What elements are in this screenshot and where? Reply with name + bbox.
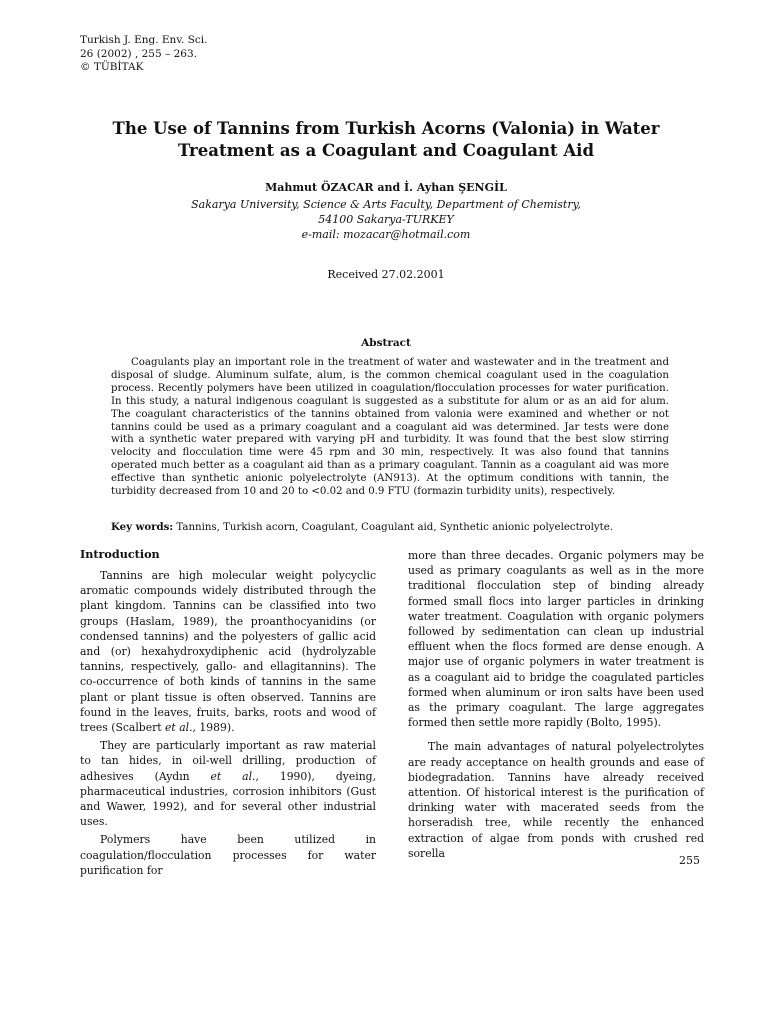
intro-paragraph-2 — [80, 738, 376, 829]
page-number: 255 — [679, 854, 700, 867]
affiliation-line-2: 54100 Sakarya-TURKEY — [318, 213, 454, 226]
received-date: Received 27.02.2001 — [327, 268, 445, 281]
journal-volume: 26 (2002) , 255 – 263. — [80, 47, 197, 60]
journal-citation — [80, 34, 207, 75]
intro-p2-end: , 1990), dyeing, pharmaceutical industries, corrosion inhibitors (Gust and Wawer, 1992), and for several other industrial uses. — [80, 769, 376, 829]
intro-p2-text: They are particularly important as raw material to tan hides, in oil-well drilling, production of adhesives (Aydın — [80, 739, 376, 783]
right-column — [408, 548, 704, 864]
intro-paragraph-3: Polymers have been utilized in coagulation/flocculation processes for water purification for — [80, 833, 376, 877]
intro-paragraph-4: more than three decades. Organic polymers may be used as primary coagulants as well as in the more traditional flocculation step of binding already formed small flocs into larger particles in drinking water treatment. Coagulation with organic polymers followed by sedimentation can clean up industrial effluent when the flocs formed are dense enough. A major use of organic polymers in water treatment is as a coagulant aid to bridge the coagulated particles formed when aluminum or iron salts have been used as the primary coagulant. The large aggregates formed then settle more rapidly (Bolto, 1995). — [408, 549, 704, 730]
left-column — [80, 547, 376, 881]
affiliation-email: e-mail: mozacar@hotmail.com — [301, 228, 471, 241]
keywords-label: Key words: — [111, 521, 174, 533]
intro-paragraph-1 — [80, 568, 376, 735]
abstract-text: Coagulants play an important role in the treatment of water and wastewater and in the treatment and disposal of sludge. Aluminum sulfate, alum, is the common chemical coagulant used in the coagulation process. Recently polymers have been utilized in coagulation/flocculation processes for water purification. In this study, a natural indigenous coagulant is suggested as a substitute for alum or as an aid for alum. The coagulant characteristics of the tannins obtained from valonia were examined and whether or not tannins could be used as a primary coagulant and a coagulant aid was determined. Jar tests were done with a synthetic water prepared with varying pH and turbidity. It was found that the best slow stirring velocity and flocculation time were 45 rpm and 30 min, respectively. It was also found that tannins operated much better as a coagulant aid than as a primary coagulant. Tannin as a coagulant aid was more effective than synthetic anionic polyelectrolyte (AN913). At the optimum conditions with tannin, the turbidity decreased from 10 and 20 to <0.02 and 0.9 FTU (formazin turbidity units), respectively. — [111, 357, 669, 498]
affiliation-line-1: Sakarya University, Science & Arts Faculty, Department of Chemistry, — [191, 198, 581, 211]
title-line-1: The Use of Tannins from Turkish Acorns (Valonia) in Water — [112, 119, 660, 138]
introduction-heading: Introduction — [80, 547, 160, 561]
keywords-text: Tannins, Turkish acorn, Coagulant, Coagulant aid, Synthetic anionic polyelectrolyte. — [176, 522, 614, 533]
journal-copyright: © TÜBİTAK — [80, 61, 144, 73]
intro-p1-text: Tannins are high molecular weight polycyclic aromatic compounds widely distributed through the plant kingdom. Tannins can be classified into two groups (Haslam, 1989), the proanthocyanidins (or condensed tannins) and the polyesters of gallic acid and (or) hexahydroxydiphenic acid (hydrolyzable tannins, respectively, gallo- and ellagitannins). The co-occurrence of both kinds of tannins in the same plant or plant tissue is often observed. Tannins are found in the leaves, fruits, barks, roots and wood of trees (Scalbert — [80, 569, 376, 735]
intro-p1-end: , 1989). — [192, 721, 235, 735]
keywords — [111, 521, 691, 534]
intro-paragraph-5: The main advantages of natural polyelectrolytes are ready acceptance on health grounds and ease of biodegradation. Tannins have already received attention. Of historical interest is the purification of drinking water with macerated seeds from the horseradish tree, while recently the enhanced extraction of algae from ponds with crushed red sorella — [408, 740, 704, 860]
paper-title — [80, 118, 692, 162]
journal-name: Turkish J. Eng. Env. Sci. — [80, 34, 208, 46]
title-line-2: Treatment as a Coagulant and Coagulant Aid — [177, 141, 594, 160]
intro-p2-etal: et al. — [210, 769, 256, 783]
abstract-heading: Abstract — [361, 337, 411, 349]
affiliation — [80, 197, 692, 242]
intro-p1-etal: et al. — [165, 721, 193, 735]
authors: Mahmut ÖZACAR and İ. Ayhan ŞENGİL — [265, 181, 507, 194]
